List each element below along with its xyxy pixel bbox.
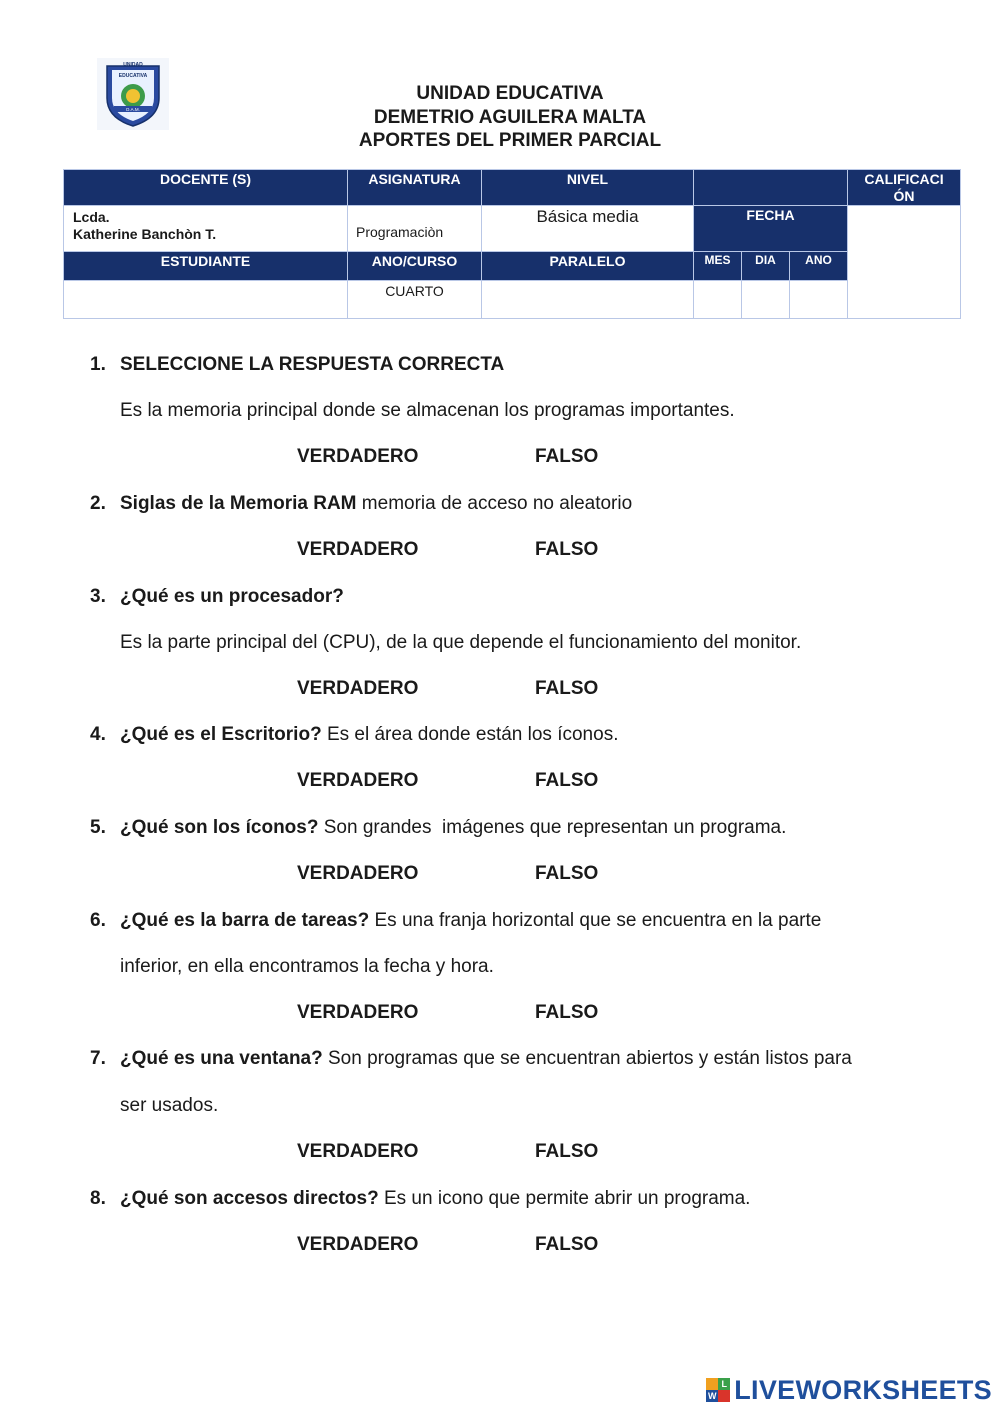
ano-value[interactable]	[790, 281, 848, 319]
badge-letter-w: W	[708, 1391, 717, 1401]
q4-verdadero-option[interactable]: VERDADERO	[297, 770, 419, 791]
question-5-text: Son grandes imágenes que representan un programa.	[318, 817, 787, 838]
q1-falso-option[interactable]: FALSO	[535, 446, 599, 467]
question-7-text: Son programas que se encuentran abiertos y están listos para	[322, 1048, 852, 1069]
docente-header: DOCENTE (S)	[64, 170, 348, 206]
q3-verdadero-option[interactable]: VERDADERO	[297, 678, 419, 699]
estudiante-value[interactable]	[64, 281, 348, 319]
question-1-bold: SELECCIONE LA RESPUESTA CORRECTA	[120, 354, 505, 375]
calificacion-header: CALIFICACI ÓN	[848, 170, 961, 206]
ano-header: ANO	[790, 252, 848, 281]
q5-falso-option[interactable]: FALSO	[535, 863, 599, 884]
mes-header: MES	[694, 252, 742, 281]
question-3-bold: ¿Qué es un procesador?	[120, 586, 344, 607]
document-header	[300, 82, 720, 153]
question-1-statement: Es la memoria principal donde se almacenan los programas importantes.	[120, 400, 735, 421]
liveworksheets-brand-text: LIVEWORKSHEETS	[734, 1374, 992, 1405]
header-spacer	[694, 170, 848, 206]
logo-text-1: UNIDAD	[123, 62, 143, 68]
logo-text-2: EDUCATIVA	[118, 73, 148, 79]
question-4-text: Es el área donde están los íconos.	[321, 724, 619, 745]
q6-falso-option[interactable]: FALSO	[535, 1002, 599, 1023]
badge-letter-l: L	[718, 1378, 730, 1390]
q2-falso-option[interactable]: FALSO	[535, 539, 599, 560]
dia-header: DIA	[742, 252, 790, 281]
q8-falso-option[interactable]: FALSO	[535, 1234, 599, 1255]
fecha-header: FECHA	[694, 206, 848, 252]
question-6-bold: ¿Qué es la barra de tareas?	[120, 910, 370, 931]
dia-value[interactable]	[742, 281, 790, 319]
asignatura-header: ASIGNATURA	[348, 170, 482, 206]
liveworksheets-logo	[706, 1375, 992, 1405]
calificacion-value[interactable]	[848, 206, 961, 319]
question-3-statement: Es la parte principal del (CPU), de la que depende el funcionamiento del monitor.	[120, 632, 802, 653]
question-5-bold: ¿Qué son los íconos?	[120, 817, 319, 838]
school-name-line-1: UNIDAD EDUCATIVA	[416, 83, 604, 104]
document-title: APORTES DEL PRIMER PARCIAL	[358, 130, 662, 151]
paralelo-header: PARALELO	[482, 252, 694, 281]
question-2-bold: Siglas de la Memoria RAM	[120, 493, 357, 514]
q1-verdadero-option[interactable]: VERDADERO	[297, 446, 419, 467]
question-7-bold: ¿Qué es una ventana?	[120, 1048, 323, 1069]
question-7-continuation: ser usados.	[120, 1095, 219, 1116]
anocurso-header: ANO/CURSO	[348, 252, 482, 281]
liveworksheets-badge-icon	[706, 1378, 730, 1402]
docente-title: Lcda.	[73, 209, 110, 225]
question-2-text: memoria de acceso no aleatorio	[356, 493, 633, 514]
q7-verdadero-option[interactable]: VERDADERO	[297, 1141, 419, 1162]
paralelo-value[interactable]	[482, 281, 694, 319]
nivel-header: NIVEL	[482, 170, 694, 206]
question-4-bold: ¿Qué es el Escritorio?	[120, 724, 322, 745]
q8-verdadero-option[interactable]: VERDADERO	[297, 1234, 419, 1255]
q6-verdadero-option[interactable]: VERDADERO	[297, 1002, 419, 1023]
q5-verdadero-option[interactable]: VERDADERO	[297, 863, 419, 884]
asignatura-value: Programaciòn	[348, 206, 482, 252]
anocurso-value: CUARTO	[348, 281, 482, 319]
q7-falso-option[interactable]: FALSO	[535, 1141, 599, 1162]
docente-value	[64, 206, 348, 252]
docente-name: Katherine Banchòn T.	[73, 226, 217, 242]
mes-value[interactable]	[694, 281, 742, 319]
nivel-value: Básica media	[482, 206, 694, 252]
question-6-text: Es una franja horizontal que se encuentra en la parte	[369, 910, 822, 931]
info-table	[63, 169, 961, 319]
school-crest-icon	[97, 58, 169, 130]
question-6-continuation: inferior, en ella encontramos la fecha y hora.	[120, 956, 494, 977]
question-8-bold: ¿Qué son accesos directos?	[120, 1188, 379, 1209]
q2-verdadero-option[interactable]: VERDADERO	[297, 539, 419, 560]
estudiante-header: ESTUDIANTE	[64, 252, 348, 281]
question-8-text: Es un icono que permite abrir un programa.	[378, 1188, 751, 1209]
q3-falso-option[interactable]: FALSO	[535, 678, 599, 699]
school-name-line-2: DEMETRIO AGUILERA MALTA	[373, 106, 647, 128]
logo-text-3: D.A.M.	[126, 107, 140, 112]
q4-falso-option[interactable]: FALSO	[535, 770, 599, 791]
